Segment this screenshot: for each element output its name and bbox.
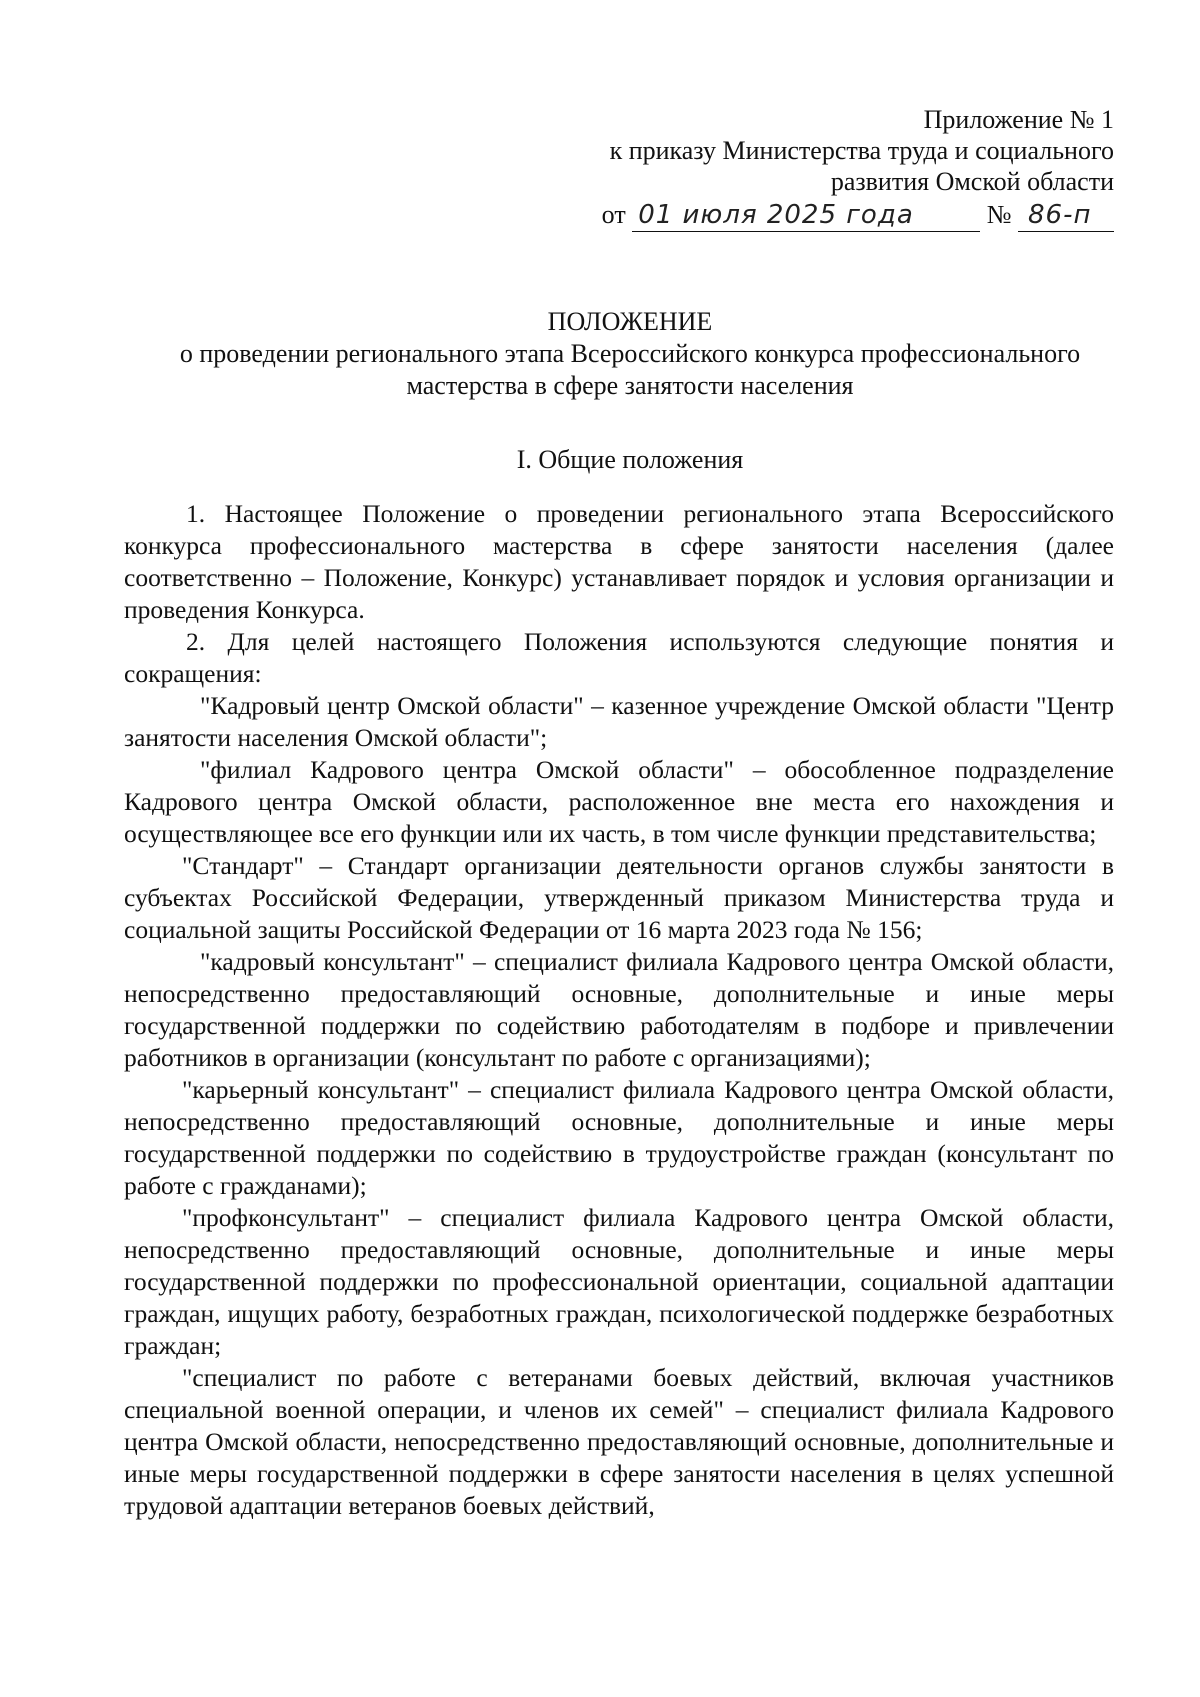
section-heading: I. Общие положения <box>516 445 744 474</box>
order-number-handwritten: 86-п <box>1028 200 1092 230</box>
document-body <box>124 498 1114 1522</box>
order-number-field <box>1018 199 1114 232</box>
title-heading: ПОЛОЖЕНИЕ <box>547 307 713 336</box>
paragraph: 1. Настоящее Положение о проведении регионального этапа Всероссийского конкурса профессионального мастерства в сфере занятости населения (далее соответственно – Положение, Конкурс) устанавливает порядок и условия организации и проведения Конкурса. <box>124 499 1114 624</box>
paragraph: 2. Для целей настоящего Положения используются следующие понятия и сокращения: <box>124 627 1114 688</box>
order-from-label: от <box>601 200 626 229</box>
title-subtitle-line-2: мастерства в сфере занятости населения <box>406 371 854 400</box>
appendix-line-1: Приложение № 1 <box>923 105 1114 134</box>
order-date-number-line <box>602 199 1114 232</box>
appendix-header <box>602 104 1114 232</box>
paragraph: "специалист по работе с ветеранами боевых действий, включая участников специальной военной операции, и членов их семей" – специалист филиала Кадрового центра Омской области, непосредственно предоставляющий основные, дополнительные и иные меры государственной поддержки в сфере занятости населения в целях успешной трудовой адаптации ветеранов боевых действий, <box>124 1363 1114 1520</box>
document-title <box>130 306 1130 402</box>
order-number-label: № <box>986 200 1012 229</box>
appendix-line-2: к приказу Министерства труда и социального <box>609 136 1114 165</box>
paragraph: "филиал Кадрового центра Омской области" – обособленное подразделение Кадрового центра Омской области, расположенное вне места его нахождения и осуществляющее все его функции или их часть, в том числе функции представительства; <box>124 755 1114 848</box>
paragraph: "карьерный консультант" – специалист филиала Кадрового центра Омской области, непосредственно предоставляющий основные, дополнительные и иные меры государственной поддержки по содействию в трудоустройстве граждан (консультант по работе с гражданами); <box>124 1075 1114 1200</box>
paragraph: "Кадровый центр Омской области" – казенное учреждение Омской области "Центр занятости населения Омской области"; <box>124 691 1114 752</box>
order-date-field <box>632 199 980 232</box>
title-subtitle-line-1: о проведении регионального этапа Всероссийского конкурса профессионального <box>179 339 1081 368</box>
paragraph: "профконсультант" – специалист филиала Кадрового центра Омской области, непосредственно предоставляющий основные, дополнительные и иные меры государственной поддержки по профессиональной ориентации, социальной адаптации граждан, ищущих работу, безработных граждан, психологической поддержке безработных граждан; <box>124 1203 1114 1360</box>
order-date-handwritten: 01 июля 2025 года <box>638 200 914 230</box>
paragraph: "Стандарт" – Стандарт организации деятельности органов службы занятости в субъектах Российской Федерации, утвержденный приказом Министерства труда и социальной защиты Российской Федерации от 16 марта 2023 года № 156; <box>124 851 1114 944</box>
appendix-line-3: развития Омской области <box>830 167 1114 196</box>
paragraph: "кадровый консультант" – специалист филиала Кадрового центра Омской области, непосредственно предоставляющий основные, дополнительные и иные меры государственной поддержки по содействию работодателям в подборе и привлечении работников в организации (консультант по работе с организациями); <box>124 947 1114 1072</box>
